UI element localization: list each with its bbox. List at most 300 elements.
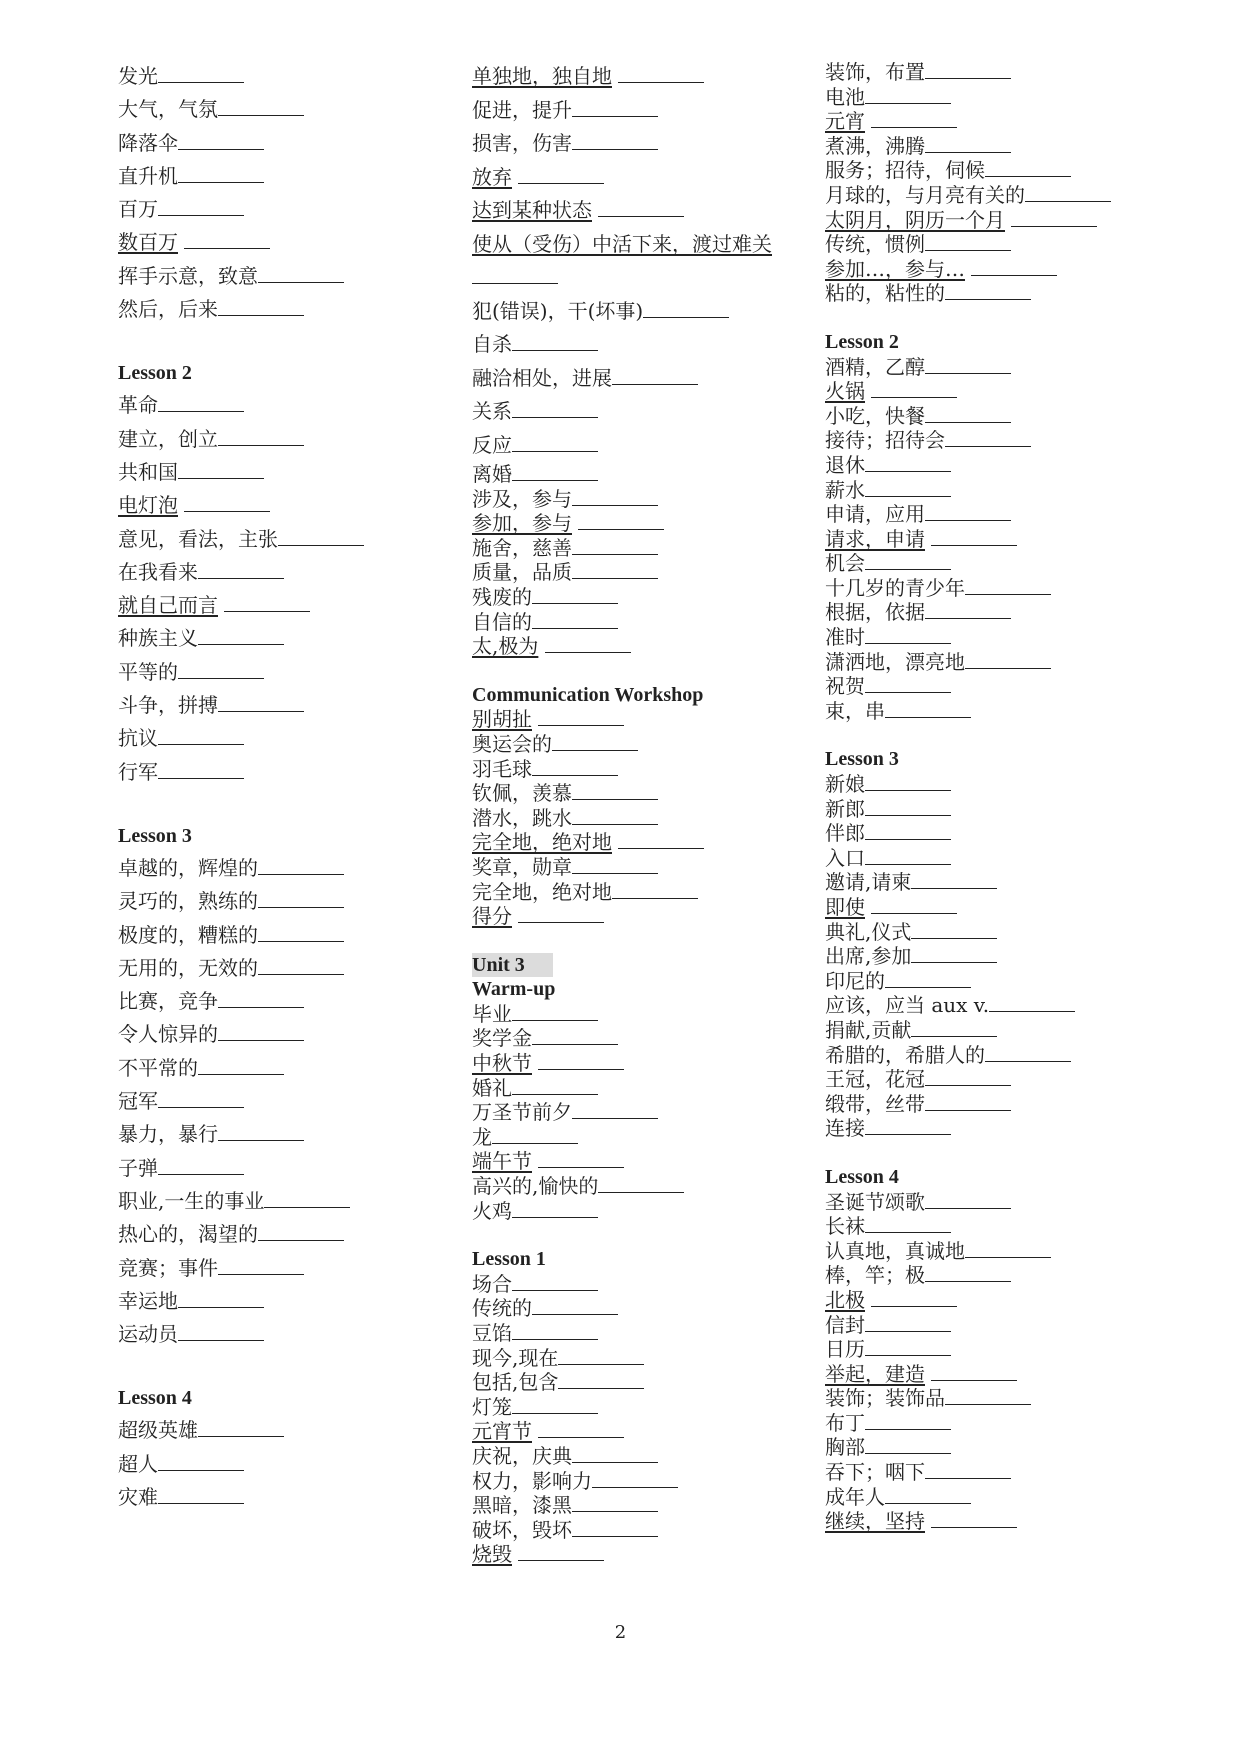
answer-blank[interactable] xyxy=(518,1542,604,1561)
vocab-term: 种族主义 xyxy=(118,626,198,651)
answer-blank[interactable] xyxy=(865,821,951,840)
answer-blank[interactable] xyxy=(885,969,971,988)
answer-blank[interactable] xyxy=(532,610,618,629)
vocab-entry xyxy=(825,208,1225,233)
vocab-term: 装饰；装饰品 xyxy=(825,1386,945,1411)
vocab-term: 潇洒地，漂亮地 xyxy=(825,649,965,674)
vocab-entry xyxy=(472,1026,812,1051)
vocab-term: 现今,现在 xyxy=(472,1345,559,1370)
answer-blank[interactable] xyxy=(971,257,1057,276)
vocab-term: 钦佩，羡慕 xyxy=(472,781,572,806)
vocab-term: 煮沸，沸腾 xyxy=(825,133,925,158)
answer-blank[interactable] xyxy=(925,1263,1011,1282)
vocab-entry xyxy=(825,1509,1225,1534)
vocab-entry xyxy=(118,260,458,293)
vocab-term: 离婚 xyxy=(472,462,512,486)
answer-blank[interactable] xyxy=(158,1452,244,1471)
answer-blank[interactable] xyxy=(925,1067,1011,1086)
vocab-entry xyxy=(472,395,812,429)
answer-blank[interactable] xyxy=(532,1026,618,1045)
vocab-term: 吞下；咽下 xyxy=(825,1460,925,1485)
answer-blank[interactable] xyxy=(965,576,1051,595)
vocab-term: 婚礼 xyxy=(472,1075,512,1100)
section-heading: Lesson 2 xyxy=(825,330,899,353)
vocab-term: 伴郎 xyxy=(825,821,865,846)
vocab-term: 认真地，真诚地 xyxy=(825,1238,965,1263)
answer-blank[interactable] xyxy=(178,131,264,150)
answer-blank[interactable] xyxy=(865,1214,951,1233)
vocab-term: 中秋节 xyxy=(472,1051,532,1076)
answer-blank[interactable] xyxy=(911,920,997,939)
answer-blank[interactable] xyxy=(258,264,344,283)
section-heading: Communication Workshop xyxy=(472,683,704,706)
answer-blank[interactable] xyxy=(612,880,698,899)
vocab-entry xyxy=(118,919,458,952)
answer-blank[interactable] xyxy=(572,781,658,800)
vocab-entry xyxy=(472,194,812,228)
vocab-term: 太,极为 xyxy=(472,634,539,659)
vocab-entry xyxy=(825,355,1225,380)
answer-blank[interactable] xyxy=(1011,208,1097,227)
answer-blank[interactable] xyxy=(931,1362,1017,1381)
vocab-term: 酒精，乙醇 xyxy=(825,354,925,379)
answer-blank[interactable] xyxy=(945,281,1031,300)
vocab-entry xyxy=(472,228,812,262)
answer-blank[interactable] xyxy=(965,1239,1051,1258)
vocab-term: 退休 xyxy=(825,452,865,477)
answer-blank[interactable] xyxy=(198,1056,284,1075)
vocab-entry xyxy=(472,855,812,880)
vocab-entry xyxy=(472,757,812,782)
vocab-entry xyxy=(825,60,1225,85)
vocab-term: 成年人 xyxy=(825,1484,885,1509)
answer-blank[interactable] xyxy=(218,1122,304,1141)
answer-blank[interactable] xyxy=(871,1288,957,1307)
answer-blank[interactable] xyxy=(532,757,618,776)
answer-blank[interactable] xyxy=(158,197,244,216)
vocab-term: 长袜 xyxy=(825,1214,865,1239)
answer-blank[interactable] xyxy=(178,1289,264,1308)
answer-blank[interactable] xyxy=(512,332,598,351)
answer-blank[interactable] xyxy=(865,772,951,791)
answer-blank[interactable] xyxy=(871,895,957,914)
section-gap xyxy=(825,723,1225,747)
answer-blank[interactable] xyxy=(865,625,951,644)
vocab-entry xyxy=(825,1263,1225,1288)
answer-blank[interactable] xyxy=(989,993,1075,1012)
answer-blank[interactable] xyxy=(158,1089,244,1108)
vocab-term: 王冠，花冠 xyxy=(825,1067,925,1092)
answer-blank[interactable] xyxy=(931,1509,1017,1528)
answer-blank[interactable] xyxy=(643,299,729,318)
answer-blank[interactable] xyxy=(178,1322,264,1341)
vocab-term: 自杀 xyxy=(472,332,512,356)
vocab-entry xyxy=(118,1218,458,1251)
vocab-entry xyxy=(825,674,1225,699)
answer-blank[interactable] xyxy=(218,1022,304,1041)
section-heading: Warm-up xyxy=(472,978,556,1001)
answer-blank[interactable] xyxy=(532,1296,618,1315)
vocab-entry xyxy=(825,404,1225,429)
answer-blank[interactable] xyxy=(598,1174,684,1193)
vocab-entry xyxy=(825,1362,1225,1387)
vocab-term: 子弹 xyxy=(118,1155,158,1180)
vocab-entry xyxy=(825,158,1225,183)
vocab-entry xyxy=(118,756,458,789)
answer-blank[interactable] xyxy=(865,1435,951,1454)
vocab-term: 职业,一生的事业 xyxy=(118,1188,265,1213)
answer-blank[interactable] xyxy=(985,158,1071,177)
vocab-term: 十几岁的青少年 xyxy=(825,575,965,600)
answer-blank[interactable] xyxy=(198,626,284,645)
vocab-term: 暴力，暴行 xyxy=(118,1122,218,1147)
answer-blank[interactable] xyxy=(572,855,658,874)
answer-blank[interactable] xyxy=(985,1043,1071,1062)
vocab-term: 破坏，毁坏 xyxy=(472,1517,572,1542)
vocab-term: 共和国 xyxy=(118,459,178,484)
vocab-entry xyxy=(472,1395,812,1420)
vocab-entry xyxy=(118,1448,458,1481)
vocab-entry xyxy=(472,362,812,396)
vocab-entry xyxy=(472,94,812,128)
vocab-entry xyxy=(825,478,1225,503)
vocab-entry xyxy=(825,257,1225,282)
vocab-entry xyxy=(472,830,812,855)
answer-blank[interactable] xyxy=(178,460,264,479)
vocab-entry xyxy=(825,576,1225,601)
vocab-entry xyxy=(472,634,812,659)
answer-blank[interactable] xyxy=(258,856,344,875)
answer-blank[interactable] xyxy=(572,560,658,579)
answer-blank[interactable] xyxy=(572,98,658,117)
answer-blank[interactable] xyxy=(925,134,1011,153)
answer-blank[interactable] xyxy=(538,1149,624,1168)
vocab-entry xyxy=(825,944,1225,969)
answer-blank[interactable] xyxy=(512,1076,598,1095)
vocab-term: 潜水，跳水 xyxy=(472,805,572,830)
answer-blank[interactable] xyxy=(911,1018,997,1037)
answer-blank[interactable] xyxy=(572,1444,658,1463)
vocab-term: 单独地，独自地 xyxy=(472,64,612,88)
column-1 xyxy=(118,60,458,1514)
vocab-entry xyxy=(118,1018,458,1051)
answer-blank[interactable] xyxy=(578,511,664,530)
vocab-term: 龙 xyxy=(472,1124,492,1149)
answer-blank[interactable] xyxy=(558,1370,644,1389)
answer-blank[interactable] xyxy=(224,593,310,612)
answer-blank[interactable] xyxy=(865,453,951,472)
vocab-term: 包括,包含 xyxy=(472,1370,559,1395)
answer-blank[interactable] xyxy=(945,428,1031,447)
vocab-term: 机会 xyxy=(825,551,865,576)
vocab-entry xyxy=(825,895,1225,920)
answer-blank[interactable] xyxy=(865,1411,951,1430)
answer-blank[interactable] xyxy=(572,1518,658,1537)
vocab-term: 大气，气氛 xyxy=(118,97,218,122)
answer-blank[interactable] xyxy=(184,230,270,249)
answer-blank[interactable] xyxy=(925,60,1011,79)
answer-blank[interactable] xyxy=(218,97,304,116)
vocab-term: 继续，坚持 xyxy=(825,1509,925,1534)
answer-blank[interactable] xyxy=(158,1156,244,1175)
answer-blank[interactable] xyxy=(218,693,304,712)
page-number: 2 xyxy=(614,1622,627,1643)
vocab-entry xyxy=(825,1018,1225,1043)
answer-blank[interactable] xyxy=(198,1418,284,1437)
answer-blank[interactable] xyxy=(925,232,1011,251)
answer-blank[interactable] xyxy=(572,487,658,506)
answer-blank[interactable] xyxy=(492,1125,578,1144)
answer-blank[interactable] xyxy=(945,1386,1031,1405)
vocab-entry xyxy=(472,60,812,94)
vocab-term: 毕业 xyxy=(472,1001,512,1026)
vocab-term: 降落伞 xyxy=(118,130,178,155)
answer-blank[interactable] xyxy=(911,944,997,963)
answer-blank[interactable] xyxy=(865,478,951,497)
answer-blank[interactable] xyxy=(158,760,244,779)
vocab-term: 缎带，丝带 xyxy=(825,1091,925,1116)
answer-blank[interactable] xyxy=(572,536,658,555)
vocab-term: 然后，后来 xyxy=(118,297,218,322)
answer-blank[interactable] xyxy=(218,427,304,446)
answer-blank[interactable] xyxy=(512,1002,598,1021)
answer-blank[interactable] xyxy=(158,64,244,83)
vocab-entry xyxy=(118,423,458,456)
vocab-entry xyxy=(825,428,1225,453)
answer-blank[interactable] xyxy=(258,956,344,975)
vocab-entry xyxy=(472,1296,812,1321)
answer-blank[interactable] xyxy=(552,732,638,751)
answer-blank[interactable] xyxy=(925,1190,1011,1209)
vocab-entry xyxy=(825,797,1225,822)
answer-blank[interactable] xyxy=(258,923,344,942)
vocab-term: 装饰，布置 xyxy=(825,60,925,84)
vocab-entry xyxy=(118,293,458,326)
answer-blank[interactable] xyxy=(965,650,1051,669)
vocab-term: 超级英雄 xyxy=(118,1418,198,1443)
answer-blank[interactable] xyxy=(158,1485,244,1504)
vocab-term: 运动员 xyxy=(118,1322,178,1347)
answer-blank[interactable] xyxy=(278,527,364,546)
answer-blank[interactable] xyxy=(264,1189,350,1208)
vocab-entry xyxy=(825,1435,1225,1460)
answer-blank[interactable] xyxy=(178,164,264,183)
vocab-term: 灯笼 xyxy=(472,1394,512,1419)
vocab-term: 传统，惯例 xyxy=(825,232,925,257)
vocab-entry xyxy=(825,527,1225,552)
vocab-entry xyxy=(472,1419,812,1444)
vocab-entry xyxy=(825,134,1225,159)
vocab-entry xyxy=(825,109,1225,134)
answer-blank[interactable] xyxy=(538,1419,624,1438)
answer-blank[interactable] xyxy=(178,660,264,679)
vocab-entry xyxy=(118,93,458,126)
vocab-term: 参加，参与 xyxy=(472,511,572,536)
answer-blank[interactable] xyxy=(572,806,658,825)
answer-blank[interactable] xyxy=(518,904,604,923)
answer-blank[interactable] xyxy=(518,165,604,184)
answer-blank[interactable] xyxy=(871,109,957,128)
vocab-entry xyxy=(118,852,458,885)
vocab-entry xyxy=(472,1076,812,1101)
vocab-entry xyxy=(825,502,1225,527)
answer-blank[interactable] xyxy=(258,889,344,908)
answer-blank[interactable] xyxy=(925,1460,1011,1479)
vocab-term: 超人 xyxy=(118,1451,158,1476)
answer-blank[interactable] xyxy=(538,1051,624,1070)
vocab-entry xyxy=(825,625,1225,650)
vocab-entry xyxy=(825,993,1225,1018)
answer-blank[interactable] xyxy=(512,433,598,452)
vocab-entry xyxy=(472,1370,812,1395)
vocab-entry xyxy=(118,1152,458,1185)
vocab-entry xyxy=(472,1174,812,1199)
vocab-entry xyxy=(825,920,1225,945)
vocab-term: 出席,参加 xyxy=(825,944,912,969)
answer-blank[interactable] xyxy=(218,989,304,1008)
answer-blank[interactable] xyxy=(925,502,1011,521)
answer-blank[interactable] xyxy=(592,1469,678,1488)
answer-blank[interactable] xyxy=(885,699,971,718)
vocab-term: 羽毛球 xyxy=(472,756,532,781)
column-2 xyxy=(472,60,812,1567)
vocab-entry xyxy=(825,232,1225,257)
vocab-term: 希腊的，希腊人的 xyxy=(825,1042,985,1067)
answer-blank[interactable] xyxy=(865,1337,951,1356)
vocab-entry xyxy=(825,183,1225,208)
answer-blank[interactable] xyxy=(612,366,698,385)
answer-blank[interactable] xyxy=(218,297,304,316)
vocab-entry xyxy=(472,1321,812,1346)
vocab-entry xyxy=(472,295,812,329)
answer-blank[interactable] xyxy=(865,85,951,104)
answer-blank[interactable] xyxy=(865,674,951,693)
vocab-entry xyxy=(118,1318,458,1351)
vocab-entry xyxy=(825,453,1225,478)
vocab-entry xyxy=(472,1469,812,1494)
answer-blank[interactable] xyxy=(865,551,951,570)
vocab-term: 小吃，快餐 xyxy=(825,403,925,428)
answer-blank[interactable] xyxy=(558,1346,644,1365)
answer-blank[interactable] xyxy=(865,846,951,865)
answer-blank[interactable] xyxy=(512,1395,598,1414)
vocab-term: 北极 xyxy=(825,1287,865,1312)
answer-blank[interactable] xyxy=(545,634,631,653)
vocab-term: 幸运地 xyxy=(118,1288,178,1313)
vocab-term: 奖章，勋章 xyxy=(472,854,572,879)
answer-blank[interactable] xyxy=(618,64,704,83)
answer-blank[interactable] xyxy=(885,1485,971,1504)
vocab-term: 束，串 xyxy=(825,698,885,723)
vocab-entry xyxy=(472,1493,812,1518)
section-gap xyxy=(118,789,458,820)
answer-blank[interactable] xyxy=(618,830,704,849)
vocab-term: 黑暗，漆黑 xyxy=(472,1493,572,1518)
answer-blank[interactable] xyxy=(925,404,1011,423)
answer-blank[interactable] xyxy=(911,870,997,889)
answer-blank[interactable] xyxy=(532,585,618,604)
vocab-entry xyxy=(825,1092,1225,1117)
vocab-term: 日历 xyxy=(825,1337,865,1362)
vocab-term: 即使 xyxy=(825,895,865,919)
vocab-term: 完全地，绝对地 xyxy=(472,830,612,855)
answer-blank[interactable] xyxy=(218,1256,304,1275)
unit-label: Unit 3 xyxy=(472,953,553,978)
vocab-entry xyxy=(472,1100,812,1125)
vocab-entry xyxy=(472,1149,812,1174)
vocab-term: 参加…，参与… xyxy=(825,256,965,281)
answer-blank[interactable] xyxy=(865,797,951,816)
vocab-entry xyxy=(825,1386,1225,1411)
vocab-entry xyxy=(825,1116,1225,1141)
vocab-term: 邀请,请柬 xyxy=(825,870,912,895)
vocab-entry xyxy=(825,379,1225,404)
answer-blank[interactable] xyxy=(572,1493,658,1512)
answer-blank[interactable] xyxy=(512,1321,598,1340)
answer-blank[interactable] xyxy=(865,1313,951,1332)
vocab-term: 得分 xyxy=(472,904,512,929)
vocab-entry xyxy=(118,589,458,622)
vocab-entry xyxy=(472,511,812,536)
answer-blank[interactable] xyxy=(184,493,270,512)
vocab-entry xyxy=(118,456,458,489)
answer-blank[interactable] xyxy=(572,1100,658,1119)
answer-blank[interactable] xyxy=(512,399,598,418)
answer-blank[interactable] xyxy=(925,600,1011,619)
answer-blank[interactable] xyxy=(865,1116,951,1135)
vocab-entry xyxy=(118,1285,458,1318)
answer-blank[interactable] xyxy=(538,707,624,726)
answer-blank[interactable] xyxy=(158,726,244,745)
vocab-term: 元宵 xyxy=(825,109,865,134)
answer-blank[interactable] xyxy=(925,1092,1011,1111)
section-gap xyxy=(472,659,812,683)
vocab-entry xyxy=(825,1460,1225,1485)
vocab-term: 布丁 xyxy=(825,1410,865,1435)
answer-blank[interactable] xyxy=(931,527,1017,546)
vocab-entry xyxy=(472,1444,812,1469)
answer-blank[interactable] xyxy=(925,355,1011,374)
vocab-term: 发光 xyxy=(118,64,158,88)
answer-blank[interactable] xyxy=(572,131,658,150)
section-heading: Lesson 4 xyxy=(118,1387,192,1410)
vocab-term: 行军 xyxy=(118,759,158,784)
vocab-entry xyxy=(472,1051,812,1076)
vocab-term: 端午节 xyxy=(472,1149,532,1174)
vocab-term: 建立，创立 xyxy=(118,426,218,451)
vocab-term: 祝贺 xyxy=(825,674,865,699)
answer-blank[interactable] xyxy=(512,1199,598,1218)
answer-blank[interactable] xyxy=(598,198,684,217)
answer-blank[interactable] xyxy=(258,1222,344,1241)
vocab-entry xyxy=(118,689,458,722)
vocab-entry xyxy=(825,650,1225,675)
unit-heading xyxy=(472,953,812,978)
vocab-entry xyxy=(472,1346,812,1371)
answer-blank[interactable] xyxy=(198,560,284,579)
vocab-entry xyxy=(825,1485,1225,1510)
answer-blank[interactable] xyxy=(472,265,558,284)
vocab-entry xyxy=(472,1542,812,1567)
answer-blank[interactable] xyxy=(158,393,244,412)
vocab-entry xyxy=(825,600,1225,625)
answer-blank[interactable] xyxy=(512,462,598,481)
answer-blank[interactable] xyxy=(1025,183,1111,202)
vocab-entry xyxy=(825,1067,1225,1092)
vocab-term: 斗争，拼搏 xyxy=(118,693,218,718)
answer-blank[interactable] xyxy=(871,379,957,398)
answer-blank[interactable] xyxy=(512,1272,598,1291)
